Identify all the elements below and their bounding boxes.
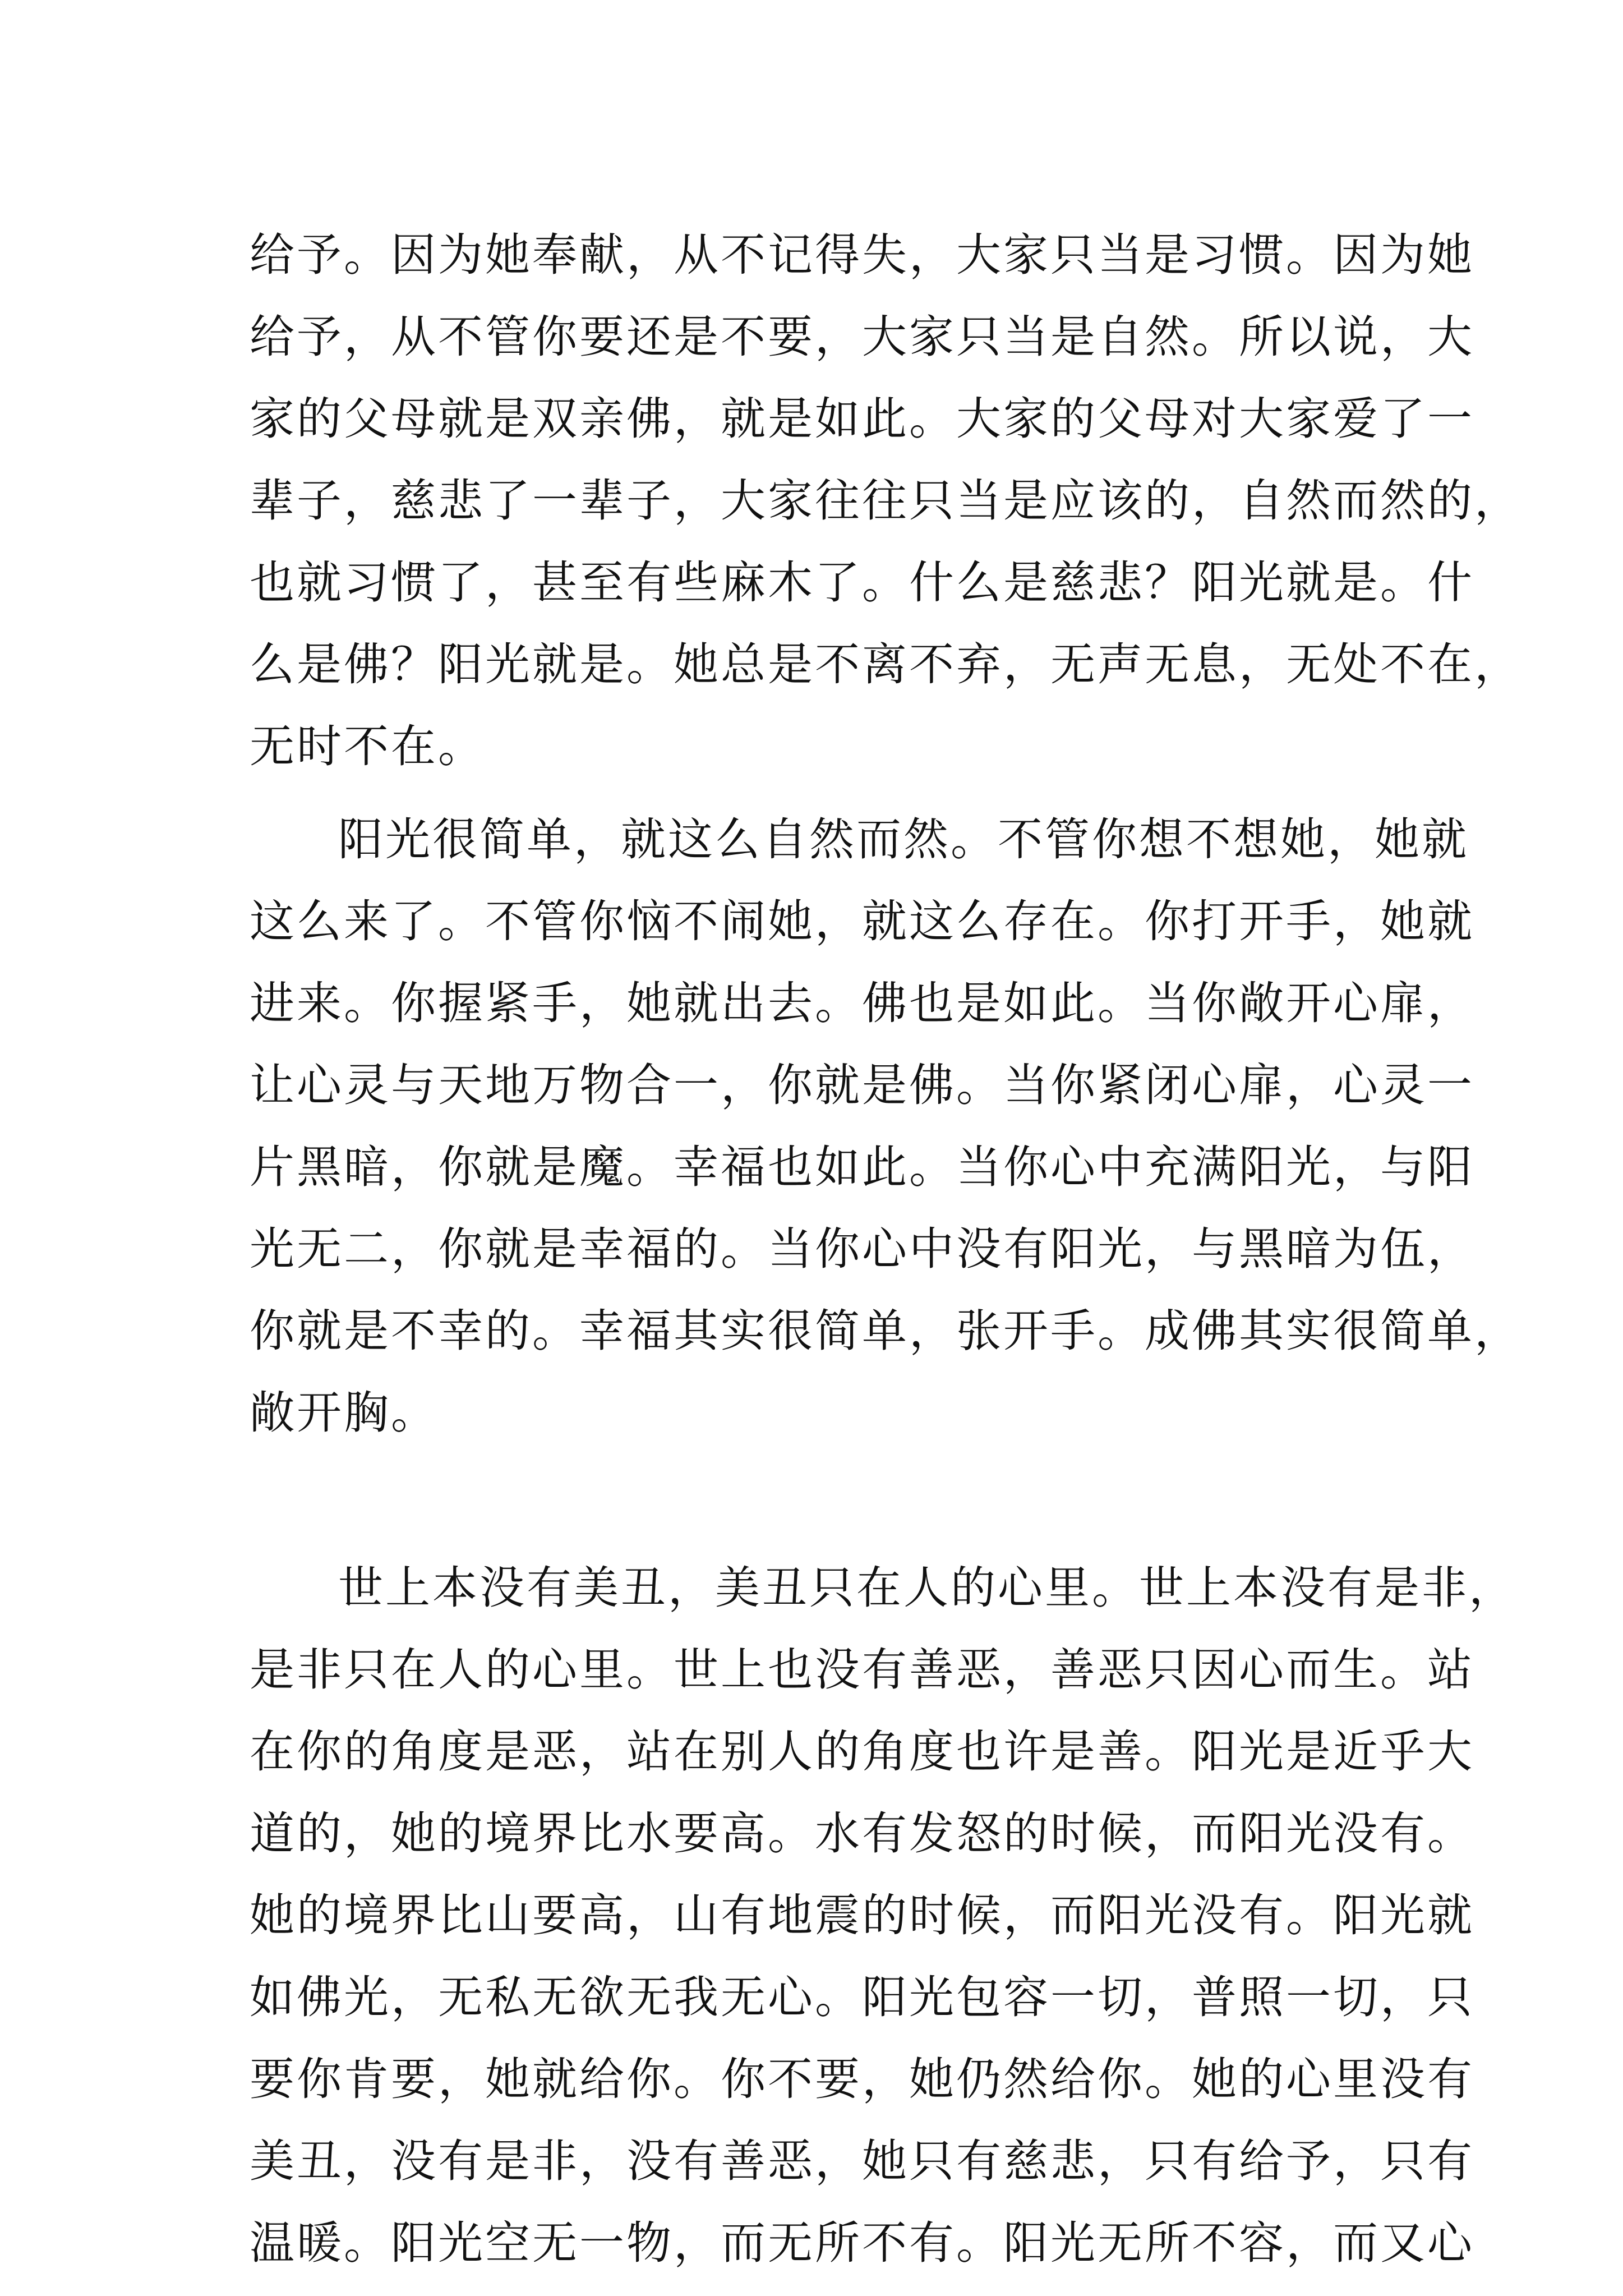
text-line: 么是佛？阳光就是。她总是不离不弃，无声无息，无处不在， bbox=[250, 638, 1521, 691]
body-text bbox=[250, 214, 1521, 2284]
text-line: 在你的角度是恶，站在别人的角度也许是善。阳光是近乎大 bbox=[250, 1726, 1474, 1778]
text-line: 敞开胸。 bbox=[250, 1387, 438, 1439]
text-line: 无时不在。 bbox=[250, 720, 485, 772]
text-line: 美丑，没有是非，没有善恶，她只有慈悲，只有给予，只有 bbox=[250, 2135, 1474, 2187]
paragraph-1 bbox=[250, 214, 1521, 788]
paragraph-3 bbox=[250, 1547, 1516, 2284]
text-line-first: 阳光很简单，就这么自然而然。不管你想不想她，她就 bbox=[338, 813, 1469, 866]
text-line: 辈子，慈悲了一辈子，大家往往只当是应该的，自然而然的， bbox=[250, 475, 1521, 527]
text-line-first: 世上本没有美丑，美丑只在人的心里。世上本没有是非， bbox=[338, 1562, 1516, 1614]
text-line: 你就是不幸的。幸福其实很简单，张开手。成佛其实很简单， bbox=[250, 1305, 1521, 1357]
text-line: 给予。因为她奉献，从不记得失，大家只当是习惯。因为她 bbox=[250, 229, 1474, 281]
text-line: 是非只在人的心里。世上也没有善恶，善恶只因心而生。站 bbox=[250, 1644, 1474, 1696]
text-line: 进来。你握紧手，她就出去。佛也是如此。当你敞开心扉， bbox=[250, 977, 1474, 1029]
text-line: 这么来了。不管你恼不闹她，就这么存在。你打开手，她就 bbox=[250, 895, 1474, 947]
text-line: 如佛光，无私无欲无我无心。阳光包容一切，普照一切，只 bbox=[250, 1971, 1474, 2023]
text-line: 光无二，你就是幸福的。当你心中没有阳光，与黑暗为伍， bbox=[250, 1223, 1474, 1275]
text-line: 温暖。阳光空无一物，而无所不有。阳光无所不容，而又心 bbox=[250, 2217, 1474, 2269]
paragraph-2 bbox=[250, 799, 1521, 1536]
text-line: 让心灵与天地万物合一，你就是佛。当你紧闭心扉，心灵一 bbox=[250, 1059, 1474, 1111]
text-line: 片黑暗，你就是魔。幸福也如此。当你心中充满阳光，与阳 bbox=[250, 1141, 1474, 1193]
text-line: 家的父母就是双亲佛，就是如此。大家的父母对大家爱了一 bbox=[250, 393, 1474, 445]
paragraph-spacer bbox=[250, 1536, 1388, 1547]
paragraph-spacer bbox=[250, 788, 1388, 799]
text-line: 给予，从不管你要还是不要，大家只当是自然。所以说，大 bbox=[250, 311, 1474, 363]
text-line bbox=[250, 1454, 1388, 1536]
text-line: 要你肯要，她就给你。你不要，她仍然给你。她的心里没有 bbox=[250, 2053, 1474, 2105]
text-line: 她的境界比山要高，山有地震的时候，而阳光没有。阳光就 bbox=[250, 1889, 1474, 1941]
text-line: 也就习惯了，甚至有些麻木了。什么是慈悲？阳光就是。什 bbox=[250, 556, 1474, 609]
text-line: 道的，她的境界比水要高。水有发怒的时候，而阳光没有。 bbox=[250, 1807, 1474, 1860]
